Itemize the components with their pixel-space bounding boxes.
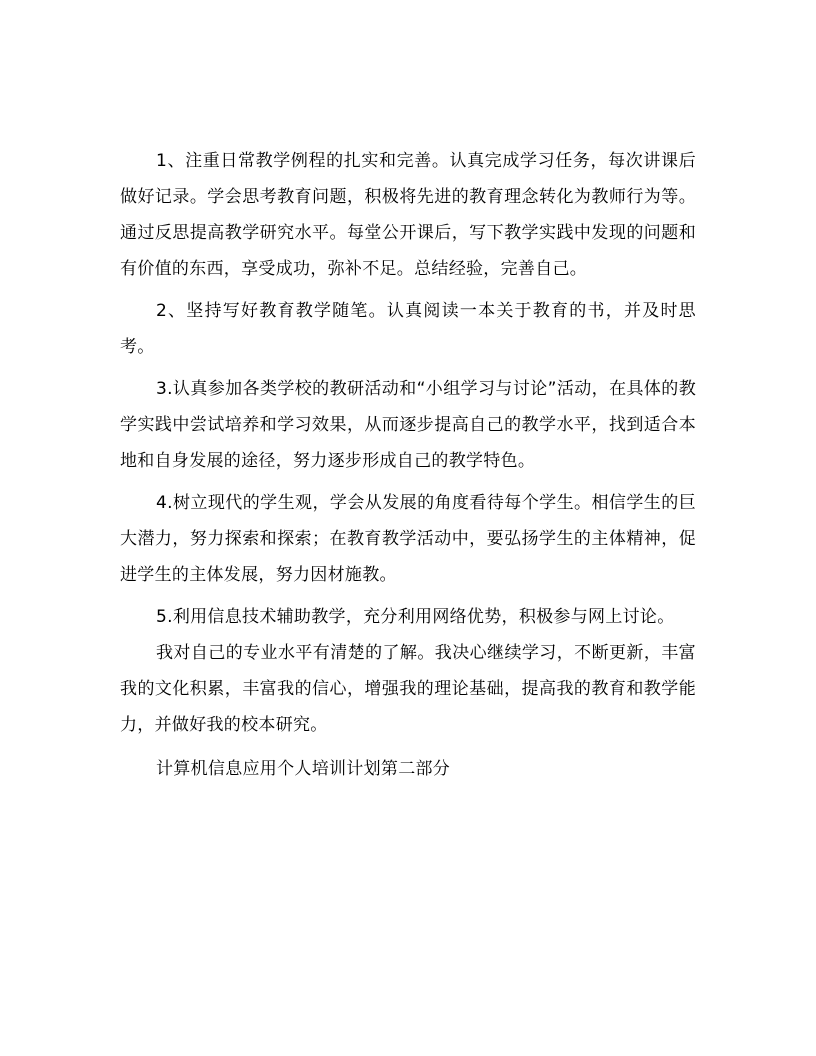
paragraph-item-4: 4.树立现代的学生观，学会从发展的角度看待每个学生。相信学生的巨大潜力，努力探索和探索；在教育教学活动中，要弘扬学生的主体精神，促进学生的主体发展，努力因材施教。 — [120, 493, 696, 585]
paragraph-item-3: 3.认真参加各类学校的教研活动和“小组学习与讨论”活动，在具体的教学实践中尝试培养和学习效果，从而逐步提高自己的教学水平，找到适合本地和自身发展的途径，努力逐步形成自己的教学特色。 — [120, 379, 696, 471]
section-heading: 计算机信息应用个人培训计划第二部分 — [156, 759, 451, 779]
paragraph-item-1: 1、注重日常教学例程的扎实和完善。认真完成学习任务，每次讲课后做好记录。学会思考教育问题，积极将先进的教育理念转化为教师行为等。通过反思提高教学研究水平。每堂公开课后，写下教学实践中发现的问题和有价值的东西，享受成功，弥补不足。总结经验，完善自己。 — [120, 151, 696, 279]
document-body — [120, 143, 696, 793]
paragraph-item-2: 2、坚持写好教育教学随笔。认真阅读一本关于教育的书，并及时思考。 — [120, 301, 696, 357]
paragraph-item-5: 5.利用信息技术辅助教学，充分利用网络优势，积极参与网上讨论。 — [156, 607, 675, 627]
paragraph-conclusion: 我对自己的专业水平有清楚的了解。我决心继续学习，不断更新，丰富我的文化积累，丰富我的信心，增强我的理论基础，提高我的教育和教学能力，并做好我的校本研究。 — [120, 643, 696, 735]
